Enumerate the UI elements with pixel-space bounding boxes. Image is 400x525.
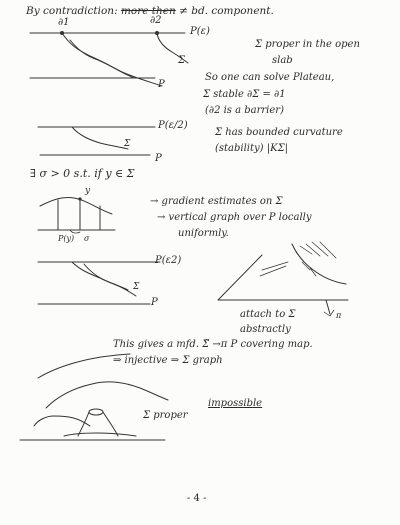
y-label: y [85,186,91,196]
vertical-graph-text-1: → vertical graph over P locally [157,212,312,223]
attach-text-1: attach to Σ [240,309,296,320]
struck-text: more then [120,5,176,17]
sigma-proper-label: Σ proper [143,410,188,421]
p-eps-label: P(ε) [190,26,210,37]
barrier-text: (∂2 is a barrier) [205,105,284,116]
figure-slab-2 [38,127,155,155]
gradient-text: → gradient estimates on Σ [150,196,283,207]
p-of-y-label: P(y) [58,234,75,243]
figure-slab-1 [30,31,188,86]
boundary-1-label: ∂1 [58,17,70,28]
curvature-text-2: (stability) |KΣ| [215,143,289,154]
figure-slab-3 [38,262,160,304]
attach-text-2: abstractly [240,324,291,335]
plateau-text: So one can solve Plateau, [205,72,335,83]
contradiction-text: By contradiction: [26,5,121,17]
proper-text-2: slab [272,55,293,66]
sigma-label-2: Σ [124,139,131,149]
figure-impossible [20,354,168,440]
pi-label: π [336,311,342,320]
page-number: - 4 - [187,493,207,504]
figure-attach [218,242,348,316]
p-label-2: P [155,153,162,164]
impossible-label: impossible [208,398,263,409]
p-eps2-label: P(ε/2) [158,120,188,131]
curvature-text-1: Σ has bounded curvature [215,127,343,138]
figure-graph-local [38,197,115,233]
sigma-small-label: σ [84,234,90,243]
injective-text: ⇒ injective ⇒ Σ graph [113,355,223,366]
p-eps2-b-label: P(ε2) [155,255,182,266]
stable-text: Σ stable ∂Σ = ∂1 [203,89,286,100]
sigma-label-3: Σ [133,282,140,292]
component-text: ≠ bd. component. [175,5,274,17]
vertical-graph-text-2: uniformly. [178,228,229,239]
p-label-3: P [151,297,158,308]
proper-text-1: Σ proper in the open [255,39,360,50]
p-label-1: P [158,79,165,90]
covering-text: This gives a mfd. Σ̃ →π P covering map. [113,339,313,350]
sigma-label-1: Σ [178,55,186,66]
exists-sigma-text: ∃ σ > 0 s.t. if y ∈ Σ [30,167,135,180]
boundary-2-label: ∂2 [150,15,162,26]
